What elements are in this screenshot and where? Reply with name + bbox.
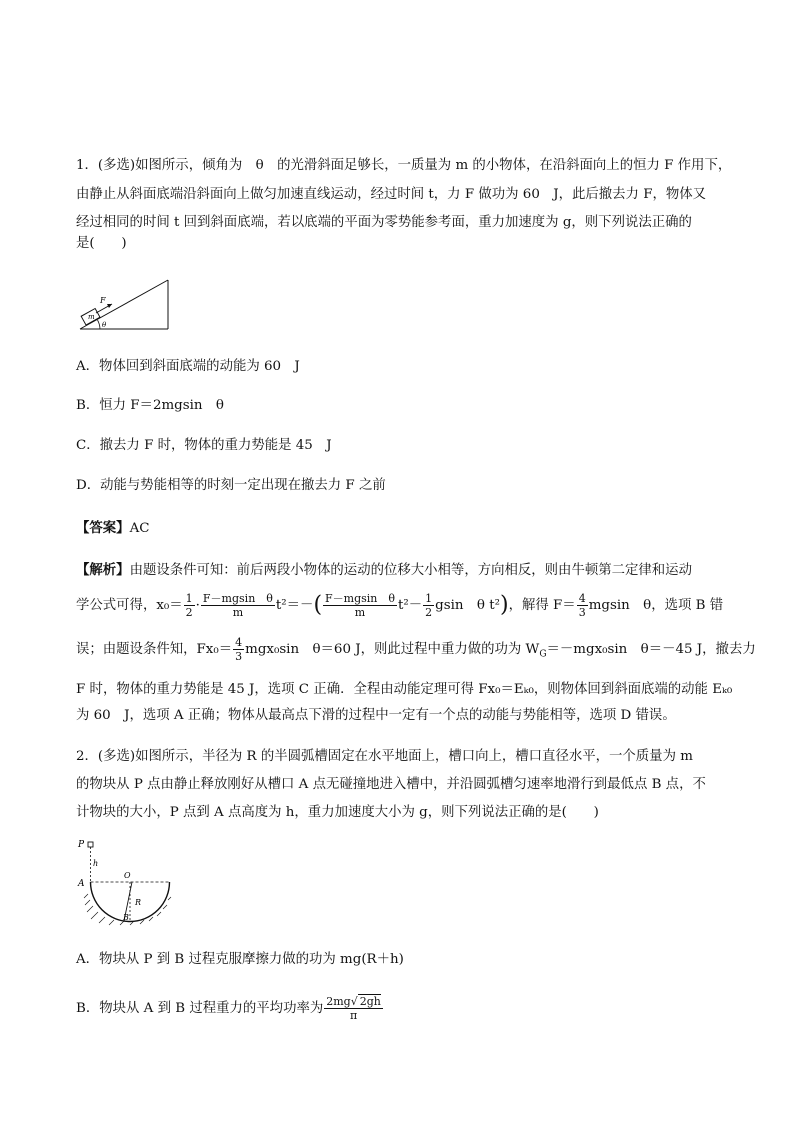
q1-option-d: D．动能与势能相等的时刻一定出现在撤去力 F 之前 xyxy=(76,478,386,493)
q2-figure-label-o: O xyxy=(124,871,131,880)
q2-stem-line-2: 的物块从 P 点由静止释放刚好从槽口 A 点无碰撞地进入槽中，并沿圆弧槽匀速率地滑行到最低点 B 点，不 xyxy=(76,777,706,792)
q2-figure-label-a: A xyxy=(78,879,85,889)
answer-value: AC xyxy=(129,521,150,536)
q1-option-a: A．物体回到斜面底端的动能为 60 J xyxy=(76,359,300,374)
left-paren: ( xyxy=(313,592,323,618)
fraction-four-thirds-2: $\frac{4}{3}$ xyxy=(235,636,243,663)
fraction-acceleration-2: $\frac{\text{F－mgsin θ}}{m}$ xyxy=(325,592,396,619)
q1-stem-line-4: 是( ) xyxy=(76,236,127,251)
right-paren: ) xyxy=(499,592,509,618)
answer-tag: 【答案】 xyxy=(76,520,130,536)
q2-option-b-text: B．物块从 A 到 B 过程重力的平均功率为 xyxy=(76,1001,324,1016)
q2-stem-line-3: 计物块的大小，P 点到 A 点高度为 h，重力加速度大小为 g，则下列说法正确的是( ) xyxy=(76,805,599,820)
analysis-3-text-c: ＝－mgx₀sin θ＝－45 J，撤去力 xyxy=(546,642,756,657)
q1-figure-label-f: F xyxy=(100,296,106,305)
analysis-2-text-g: mgsin θ，选项 B 错 xyxy=(588,598,724,613)
q1-stem-line-1: 1．(多选)如图所示，倾角为 θ 的光滑斜面足够长，一质量为 m 的小物体，在沿斜面向上的恒力 F 作用下， xyxy=(76,158,732,173)
q1-stem-line-2: 由静止从斜面底端沿斜面向上做匀加速直线运动，经过时间 t，力 F 做功为 60 J，此后撤去力 F，物体又 xyxy=(76,187,707,202)
analysis-text-1: 由题设条件可知：前后两段小物体的运动的位移大小相等，方向相反，则由牛顿第二定律和运动 xyxy=(129,563,692,578)
q2-figure-label-b: B xyxy=(123,913,129,922)
analysis-3-text-a: 误；由题设条件知，Fx₀＝ xyxy=(76,642,233,657)
q2-figure-label-h: h xyxy=(93,859,99,868)
analysis-2-text-e: gsin θ t² xyxy=(435,598,500,613)
q2-option-a: A．物块从 P 到 B 过程克服摩擦力做的功为 mg(R＋h) xyxy=(76,952,404,967)
q2-semicircle-groove-figure xyxy=(76,838,176,928)
q1-stem-line-3: 经过相同的时间 t 回到斜面底端，若以底端的平面为零势能参考面，重力加速度为 g，则下列说法正确的 xyxy=(76,215,692,230)
fraction-one-half-2: $\frac{1}{2}$ xyxy=(425,592,433,619)
sqrt-2gh: 2gh xyxy=(359,995,381,1008)
q1-analysis-line-1 xyxy=(76,560,692,581)
fraction-average-power: $\frac{2mg√ 2gh}{\pi}$ xyxy=(326,995,381,1022)
q1-analysis-line-3 xyxy=(76,634,756,671)
analysis-2-text-a: 学公式可得，x₀＝ xyxy=(76,598,183,613)
analysis-2-text-c: t²＝－ xyxy=(275,598,314,613)
q1-incline-figure xyxy=(76,276,172,334)
analysis-tag: 【解析】 xyxy=(76,562,130,578)
q2-stem-line-1: 2．(多选)如图所示，半径为 R 的半圆弧槽固定在水平地面上，槽口向上，槽口直径水平，一个质量为 m xyxy=(76,749,693,764)
analysis-2-text-b: · xyxy=(195,598,200,613)
q1-figure-label-m: m xyxy=(88,313,95,321)
analysis-2-text-d: t²－ xyxy=(398,598,423,613)
q2-figure-label-r: R xyxy=(135,898,142,907)
q1-option-b: B．恒力 F＝2mgsin θ xyxy=(76,398,224,413)
analysis-3-text-b: mgx₀sin θ＝60 J，则此过程中重力做的功为 W xyxy=(245,642,540,657)
q1-figure-label-theta: θ xyxy=(102,321,107,329)
analysis-2-text-f: ，解得 F＝ xyxy=(508,598,576,613)
q1-analysis-line-5: 为 60 J，选项 A 正确；物体从最高点下滑的过程中一定有一个点的动能与势能相等，选项 D 错误。 xyxy=(76,708,676,723)
q1-analysis-line-2 xyxy=(76,590,723,622)
fraction-acceleration-1: $\frac{\text{F－mgsin θ}}{m}$ xyxy=(202,592,273,619)
fraction-one-half: $\frac{1}{2}$ xyxy=(185,592,193,619)
q2-figure-label-p: P xyxy=(78,840,85,850)
fraction-four-thirds: $\frac{4}{3}$ xyxy=(578,592,586,619)
q2-option-b xyxy=(76,992,384,1026)
q1-answer xyxy=(76,518,149,539)
q1-option-c: C．撤去力 F 时，物体的重力势能是 45 J xyxy=(76,438,332,453)
subscript-g: G xyxy=(539,649,547,660)
q1-analysis-line-4: F 时，物体的重力势能是 45 J，选项 C 正确．全程由动能定理可得 Fx₀＝Eₖ₀，则物体回到斜面底端的动能 Eₖ₀ xyxy=(76,682,733,697)
